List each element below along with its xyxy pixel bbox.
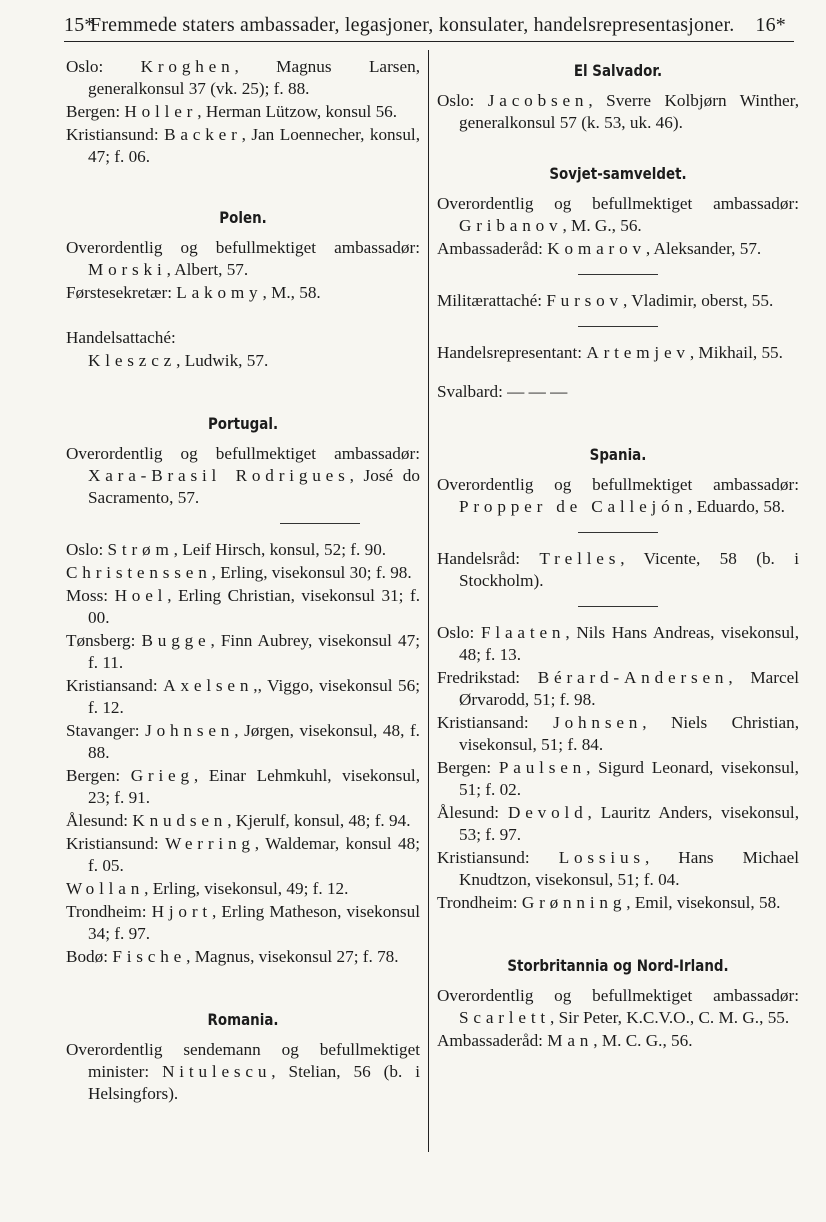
entry-spania: Handelsråd: Trelles, Vicente, 58 (b. i Stockholm). xyxy=(437,549,799,590)
section-heading-storbritannia: Storbritannia og Nord-Irland. xyxy=(507,956,729,975)
section-heading-el-salvador: El Salvador. xyxy=(573,61,663,80)
entry-portugal: Bergen: Grieg, Einar Lehmkuhl, visekonsul, 23; f. 91. xyxy=(66,766,420,807)
entry-spania: Oslo: Flaaten, Nils Hans Andreas, visekonsul, 48; f. 13. xyxy=(437,623,799,664)
left-column xyxy=(66,56,420,1106)
entry-sovjet: Ambassaderåd: Komarov, Aleksander, 57. xyxy=(437,239,762,258)
header-rule xyxy=(64,41,794,42)
separator-rule xyxy=(578,326,658,327)
entry-sovjet: Militærattaché: Fursov, Vladimir, oberst, 55. xyxy=(437,291,774,310)
entry-storbritannia: Ambassaderåd: Man, M. C. G., 56. xyxy=(437,1031,693,1050)
column-divider xyxy=(428,50,429,1152)
separator-rule xyxy=(578,606,658,607)
entry-portugal: Wollan, Erling, visekonsul, 49; f. 12. xyxy=(66,879,349,898)
entry-portugal: Kristiansund: Werring, Waldemar, konsul 48; f. 05. xyxy=(66,834,420,875)
entry-portugal: Bodø: Fische, Magnus, visekonsul 27; f. 78. xyxy=(66,947,399,966)
entry-storbritannia: Overordentlig og befullmektiget ambassadør: Scarlett, Sir Peter, K.C.V.O., C. M. G., 55. xyxy=(437,986,799,1027)
entry-spania: Trondheim: Grønning, Emil, visekonsul, 58. xyxy=(437,893,781,912)
page-title: Fremmede staters ambassader, legasjoner, konsulater, handelsrepresentasjoner. xyxy=(90,14,735,36)
entry-portugal: Ålesund: Knudsen, Kjerulf, konsul, 48; f. 94. xyxy=(66,811,411,830)
entry-polen: Kleszcz, Ludwik, 57. xyxy=(88,351,269,370)
entry-norway-consulate: Kristiansund: Backer, Jan Loennecher, konsul, 47; f. 06. xyxy=(66,125,420,166)
entry-portugal: Trondheim: Hjort, Erling Matheson, visekonsul 34; f. 97. xyxy=(66,902,420,943)
entry-romania: Overordentlig sendemann og befullmektiget minister: Nitulescu, Stelian, 56 (b. i Helsingfors). xyxy=(66,1040,420,1103)
entry-sovjet: Handelsrepresentant: Artemjev, Mikhail, 55. xyxy=(437,343,783,362)
entry-spania: Bergen: Paulsen, Sigurd Leonard, visekonsul, 51; f. 02. xyxy=(437,758,799,799)
entry-sovjet-svalbard: Svalbard: — — — xyxy=(437,382,568,401)
separator-rule xyxy=(280,523,360,524)
entry-portugal: Overordentlig og befullmektiget ambassadør: Xara-Brasil Rodrigues, José do Sacramento, 57. xyxy=(66,444,420,507)
entry-spania: Kristiansand: Johnsen, Niels Christian, visekonsul, 51; f. 84. xyxy=(437,713,799,754)
section-heading-sovjet: Sovjet-samveldet. xyxy=(549,164,687,183)
entry-portugal: Christenssen, Erling, visekonsul 30; f. 98. xyxy=(66,563,412,582)
entry-polen: Førstesekretær: Lakomy, M., 58. xyxy=(66,283,321,302)
entry-polen: Overordentlig og befullmektiget ambassadør: Morski, Albert, 57. xyxy=(66,238,420,279)
section-heading-polen: Polen. xyxy=(219,208,267,227)
entry-polen-label: Handelsattaché: xyxy=(66,328,176,347)
right-column xyxy=(437,60,799,1053)
entry-spania: Ålesund: Devold, Lauritz Anders, visekonsul, 53; f. 97. xyxy=(437,803,800,844)
page-number-left: 15* xyxy=(64,14,95,36)
entry-spania: Kristiansund: Lossius, Hans Michael Knudtzon, visekonsul, 51; f. 04. xyxy=(437,848,799,889)
separator-rule xyxy=(578,532,658,533)
entry-portugal: Moss: Hoel, Erling Christian, visekonsul 31; f. 00. xyxy=(66,586,420,627)
section-heading-portugal: Portugal. xyxy=(207,414,279,433)
entry-sovjet: Overordentlig og befullmektiget ambassadør: Gribanov, M. G., 56. xyxy=(437,194,799,235)
entry-portugal: Oslo: Strøm, Leif Hirsch, konsul, 52; f. 90. xyxy=(66,540,387,559)
entry-portugal: Tønsberg: Bugge, Finn Aubrey, visekonsul 47; f. 11. xyxy=(66,631,420,672)
section-heading-romania: Romania. xyxy=(207,1010,279,1029)
entry-portugal: Kristiansand: Axelsen,, Viggo, visekonsul 56; f. 12. xyxy=(66,676,420,717)
entry-spania: Fredrikstad: Bérard-Andersen, Marcel Ørvarodd, 51; f. 98. xyxy=(437,668,799,709)
entry-norway-consulate: Bergen: Holler, Herman Lützow, konsul 56. xyxy=(66,102,398,121)
entry-norway-consulate: Oslo: Kroghen, Magnus Larsen, generalkonsul 37 (vk. 25); f. 88. xyxy=(66,57,420,98)
entry-spania: Overordentlig og befullmektiget ambassadør: Propper de Callejón, Eduardo, 58. xyxy=(437,475,799,516)
separator-rule xyxy=(578,274,658,275)
section-heading-spania: Spania. xyxy=(589,445,647,464)
entry-el-salvador: Oslo: Jacobsen, Sverre Kolbjørn Winther, generalkonsul 57 (k. 53, uk. 46). xyxy=(437,91,800,132)
page-number-right: 16* xyxy=(755,14,786,36)
entry-portugal: Stavanger: Johnsen, Jørgen, visekonsul, 48, f. 88. xyxy=(66,721,420,762)
